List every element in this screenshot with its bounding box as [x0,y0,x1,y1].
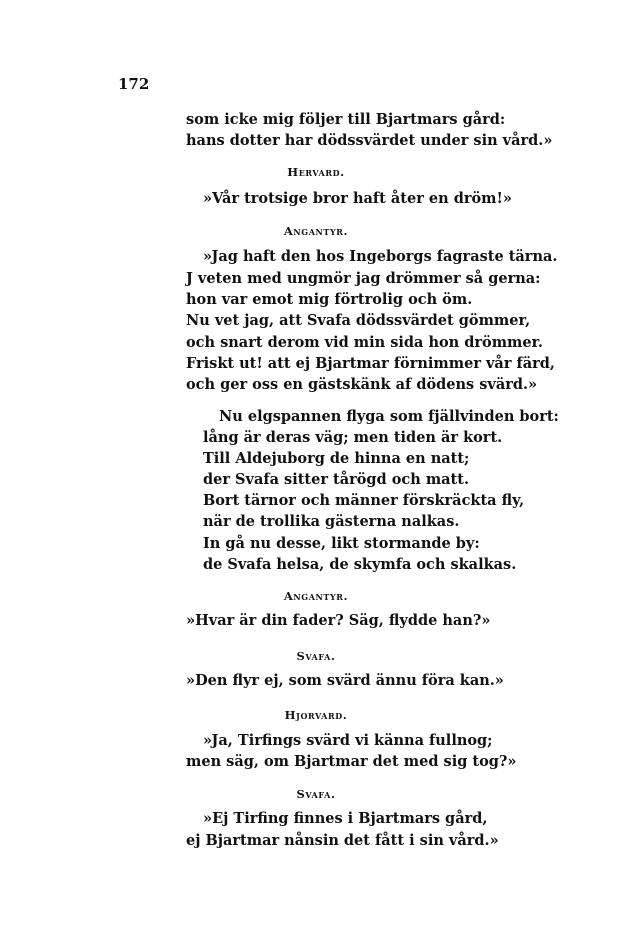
verse-line: lång är deras väg; men tiden är kort. [203,429,503,446]
speaker-heading: Hervard. [287,165,345,179]
verse-line: och snart derom vid min sida hon drömmer. [186,334,543,351]
verse-line: Till Aldejuborg de hinna en natt; [203,450,470,467]
verse-line: som icke mig följer till Bjartmars gård: [186,111,506,128]
verse-line: när de trollika gästerna nalkas. [203,513,460,530]
verse-line: Friskt ut! att ej Bjartmar förnimmer vår färd, [186,355,555,372]
verse-line: hon var emot mig förtrolig och öm. [186,291,473,308]
verse-line: der Svafa sitter tårögd och matt. [203,471,470,488]
page-number: 172 [118,75,150,93]
verse-line: Bort tärnor och männer förskräckta fly, [203,492,525,509]
verse-line: och ger oss en gästskänk af dödens svärd.» [186,376,538,393]
verse-line: »Ja, Tirfings svärd vi känna fullnog; [203,732,493,749]
verse-line: Nu vet jag, att Svafa dödssvärdet gömmer, [186,312,531,329]
verse-line: Nu elgspannen flyga som fjällvinden bort: [219,408,559,425]
speaker-heading: Angantyr. [283,589,349,603]
speaker-heading: Hjorvard. [284,708,348,722]
verse-line: »Jag haft den hos Ingeborgs fagraste tärna. [203,248,558,265]
verse-line: »Vår trotsige bror haft åter en dröm!» [203,190,512,207]
verse-line: ej Bjartmar nånsin det fått i sin vård.» [186,832,499,849]
verse-line: J veten med ungmör jag drömmer så gerna: [186,270,541,287]
verse-line: »Hvar är din fader? Säg, flydde han?» [186,612,491,629]
verse-line: »Ej Tirfing finnes i Bjartmars gård, [203,810,488,827]
verse-line: »Den flyr ej, som svärd ännu föra kan.» [186,672,504,689]
verse-line: hans dotter har dödssvärdet under sin vård.» [186,132,553,149]
speaker-heading: Svafa. [296,787,336,801]
verse-line: de Svafa helsa, de skymfa och skalkas. [203,556,517,573]
speaker-heading: Angantyr. [283,224,349,238]
speaker-heading: Svafa. [296,649,336,663]
verse-line: men säg, om Bjartmar det med sig tog?» [186,753,517,770]
verse-line: In gå nu desse, likt stormande by: [203,535,480,552]
